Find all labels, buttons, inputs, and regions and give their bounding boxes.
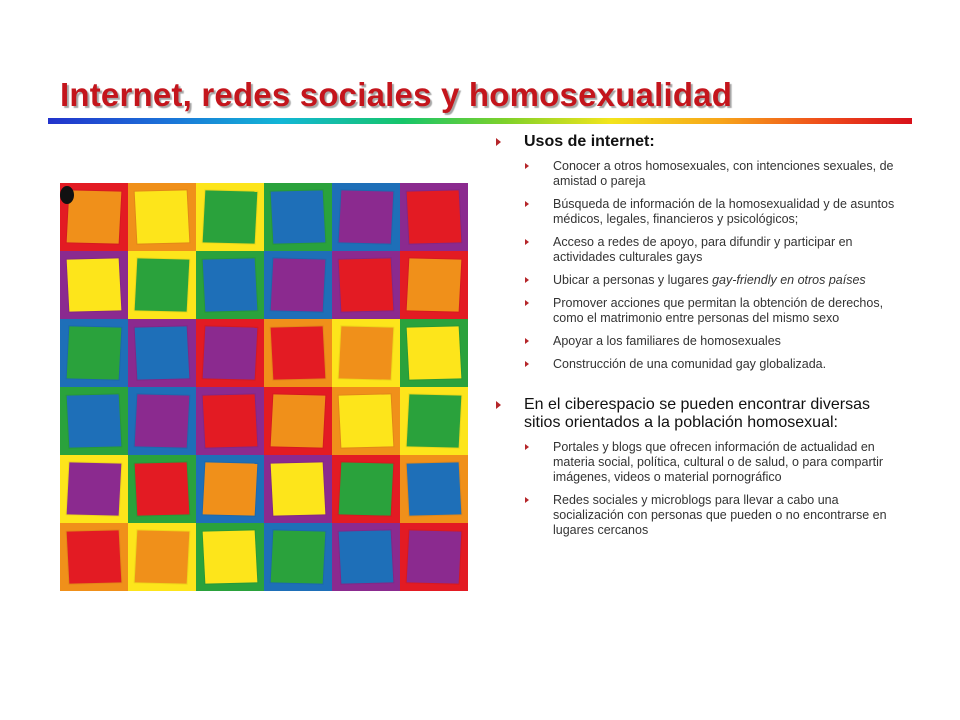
mosaic-tile (60, 387, 128, 455)
mosaic-tile-square (407, 258, 462, 311)
list-item (492, 493, 902, 538)
mosaic-tile-square (271, 462, 326, 515)
mosaic-tile (128, 455, 196, 523)
list-item (492, 357, 902, 372)
mosaic-tile-square (339, 462, 394, 515)
mosaic-tile-square (271, 190, 326, 243)
mosaic-tile (128, 319, 196, 387)
mosaic-tile (332, 319, 400, 387)
bullet-arrow-icon (525, 239, 529, 245)
mosaic-tile-square (135, 462, 190, 515)
list-item (492, 334, 902, 349)
mosaic-tile (128, 523, 196, 591)
mosaic-tile-square (203, 326, 258, 379)
rainbow-divider (48, 118, 912, 124)
bullet-arrow-icon (525, 300, 529, 306)
bullet-arrow-icon (525, 277, 529, 283)
mosaic-corner-mark (60, 186, 74, 204)
mosaic-tile-square (339, 258, 394, 311)
mosaic-tile-square (135, 190, 190, 243)
mosaic-tile-square (339, 394, 394, 447)
mosaic-tile-square (407, 462, 462, 515)
mosaic-tile-square (407, 530, 462, 583)
mosaic-tile (196, 251, 264, 319)
mosaic-tile (264, 523, 332, 591)
mosaic-tile (60, 251, 128, 319)
mosaic-tile-square (203, 190, 258, 243)
mosaic-tile (400, 251, 468, 319)
mosaic-tile (264, 455, 332, 523)
section-heading-usos (492, 133, 902, 151)
rainbow-mosaic-image (60, 183, 468, 591)
mosaic-tile (60, 523, 128, 591)
section-heading-text: En el ciberespacio se pueden encontrar diversas sitios orientados a la población homosexual: (524, 396, 870, 431)
list-item (492, 273, 902, 288)
mosaic-tile (128, 183, 196, 251)
bullet-arrow-icon (525, 361, 529, 367)
mosaic-tile (60, 455, 128, 523)
bullet-arrow-icon (525, 338, 529, 344)
list-item-text: Acceso a redes de apoyo, para difundir y participar en actividades culturales gays (553, 235, 853, 264)
mosaic-tile (264, 183, 332, 251)
mosaic-tile-square (407, 190, 462, 243)
mosaic-tile-square (135, 326, 190, 379)
mosaic-tile (264, 387, 332, 455)
mosaic-tile-square (67, 530, 122, 583)
mosaic-tile (332, 455, 400, 523)
mosaic-tile (196, 183, 264, 251)
mosaic-tile-square (67, 394, 122, 447)
sitios-list (492, 440, 902, 538)
mosaic-tile-square (67, 326, 122, 379)
mosaic-tile (332, 183, 400, 251)
mosaic-tile-square (271, 258, 326, 311)
mosaic-tile-square (203, 530, 258, 583)
bullet-arrow-icon (496, 138, 501, 146)
mosaic-tile-square (339, 326, 394, 379)
mosaic-tile (332, 251, 400, 319)
list-item-text: Conocer a otros homosexuales, con intenciones sexuales, de amistad o pareja (553, 159, 894, 188)
list-item-text: Promover acciones que permitan la obtención de derechos, como el matrimonio entre personas del mismo sexo (553, 296, 884, 325)
list-item (492, 235, 902, 265)
list-item (492, 197, 902, 227)
bullet-arrow-icon (525, 497, 529, 503)
mosaic-tile-square (407, 326, 462, 379)
bullet-arrow-icon (525, 444, 529, 450)
mosaic-tile (400, 387, 468, 455)
bullet-arrow-icon (496, 401, 501, 409)
mosaic-tile (196, 455, 264, 523)
mosaic-tile-square (271, 394, 326, 447)
mosaic-tile (332, 387, 400, 455)
list-item-text: Apoyar a los familiares de homosexuales (553, 334, 781, 348)
mosaic-tile-square (203, 394, 258, 447)
bullet-arrow-icon (525, 201, 529, 207)
section-heading-text: Usos de internet: (524, 133, 655, 150)
mosaic-tile (128, 387, 196, 455)
list-item (492, 296, 902, 326)
mosaic-tile (400, 455, 468, 523)
list-item (492, 159, 902, 189)
list-item-italic-text: gay-friendly en otros países (712, 273, 866, 287)
mosaic-tile-square (67, 258, 122, 311)
list-item-text: Construcción de una comunidad gay globalizada. (553, 357, 827, 371)
list-item (492, 440, 902, 485)
mosaic-tile (60, 319, 128, 387)
list-item-text: Portales y blogs que ofrecen información de actualidad en materia social, política, cultural o de salud, o para compartir imágenes, videos o material pornográfico (553, 440, 884, 484)
mosaic-tile-square (203, 462, 258, 515)
mosaic-tile-square (271, 530, 326, 583)
mosaic-tile (332, 523, 400, 591)
mosaic-tile (400, 319, 468, 387)
mosaic-tile-square (271, 326, 326, 379)
bullet-arrow-icon (525, 163, 529, 169)
mosaic-tile-square (135, 258, 190, 311)
mosaic-tile-square (135, 530, 190, 583)
mosaic-tile-square (339, 190, 394, 243)
mosaic-tile-square (67, 462, 122, 515)
mosaic-tile (400, 523, 468, 591)
list-item-text: Ubicar a personas y lugares (553, 273, 713, 287)
usos-list (492, 159, 902, 372)
section-heading-ciberespacio (492, 396, 902, 432)
mosaic-tile (196, 319, 264, 387)
list-item-text: Redes sociales y microblogs para llevar a cabo una socialización con personas que pueden o no encontrarse en lugares cercanos (553, 493, 887, 537)
mosaic-tile (400, 183, 468, 251)
mosaic-tile-square (339, 530, 394, 583)
mosaic-tile-square (67, 190, 122, 243)
slide-content (492, 133, 902, 538)
mosaic-tile-square (203, 258, 258, 311)
mosaic-tile (196, 387, 264, 455)
mosaic-tile (264, 251, 332, 319)
mosaic-tile (264, 319, 332, 387)
mosaic-tile-square (135, 394, 190, 447)
slide-title: Internet, redes sociales y homosexualidad (60, 76, 733, 113)
mosaic-tile-square (407, 394, 462, 447)
mosaic-tile (128, 251, 196, 319)
list-item-text: Búsqueda de información de la homosexualidad y de asuntos médicos, legales, financieros y psicológicos; (553, 197, 895, 226)
mosaic-tile (196, 523, 264, 591)
